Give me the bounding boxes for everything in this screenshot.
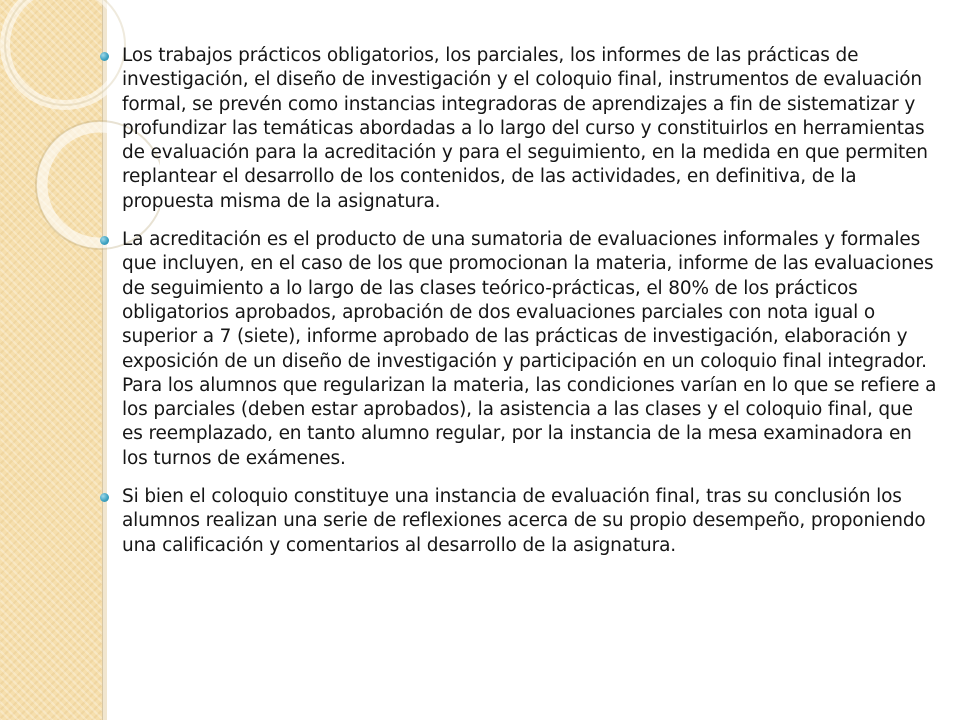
bullet-text: La acreditación es el producto de una sumatoria de evaluaciones informales y formales que incluyen, en el caso de los que promocionan la materia, informe de las evaluaciones de seguimiento a lo largo de las clases teórico-prácticas, el 80% de los prácticos obligatorios aprobados, aprobación de dos evaluaciones parciales con nota igual o superior a 7 (siete), informe aprobado de las prácticas de investigación, elaboración y exposición de un diseño de investigación y participación en un coloquio final integrador. Para los alumnos que regularizan la materia, las condiciones varían en lo que se refiere a los parciales (deben estar aprobados), la asistencia a las clases y el coloquio final, que es reemplazado, en tanto alumno regular, por la instancia de la mesa examinadora en los turnos de exámenes. xyxy=(122,229,937,469)
bullet-text: Los trabajos prácticos obligatorios, los parciales, los informes de las prácticas de investigación, el diseño de investigación y el coloquio final, instrumentos de evaluación formal, se prevén como instancias integradoras de aprendizajes a fin de sistematizar y profundizar las temáticas abordadas a lo largo del curso y constituirlos en herramientas de evaluación para la acreditación y para el seguimiento, en la medida en que permiten replantear el desarrollo de los contenidos, de las actividades, en definitiva, de la propuesta misma de la asignatura. xyxy=(122,45,928,212)
bullet-dot-icon xyxy=(100,493,109,502)
bullet-dot-icon xyxy=(100,52,109,61)
bullet-dot-icon xyxy=(100,236,109,245)
bullet-item-final-colloquium xyxy=(96,485,938,558)
bullet-list xyxy=(96,44,938,558)
bullet-item-evaluation-instruments xyxy=(96,44,938,214)
content-area xyxy=(96,44,938,572)
bullet-text: Si bien el coloquio constituye una instancia de evaluación final, tras su conclusión los alumnos realizan una serie de reflexiones acerca de su propio desempeño, proponiendo una calificación y comentarios al desarrollo de la asignatura. xyxy=(122,486,926,556)
bullet-item-accreditation xyxy=(96,228,938,471)
